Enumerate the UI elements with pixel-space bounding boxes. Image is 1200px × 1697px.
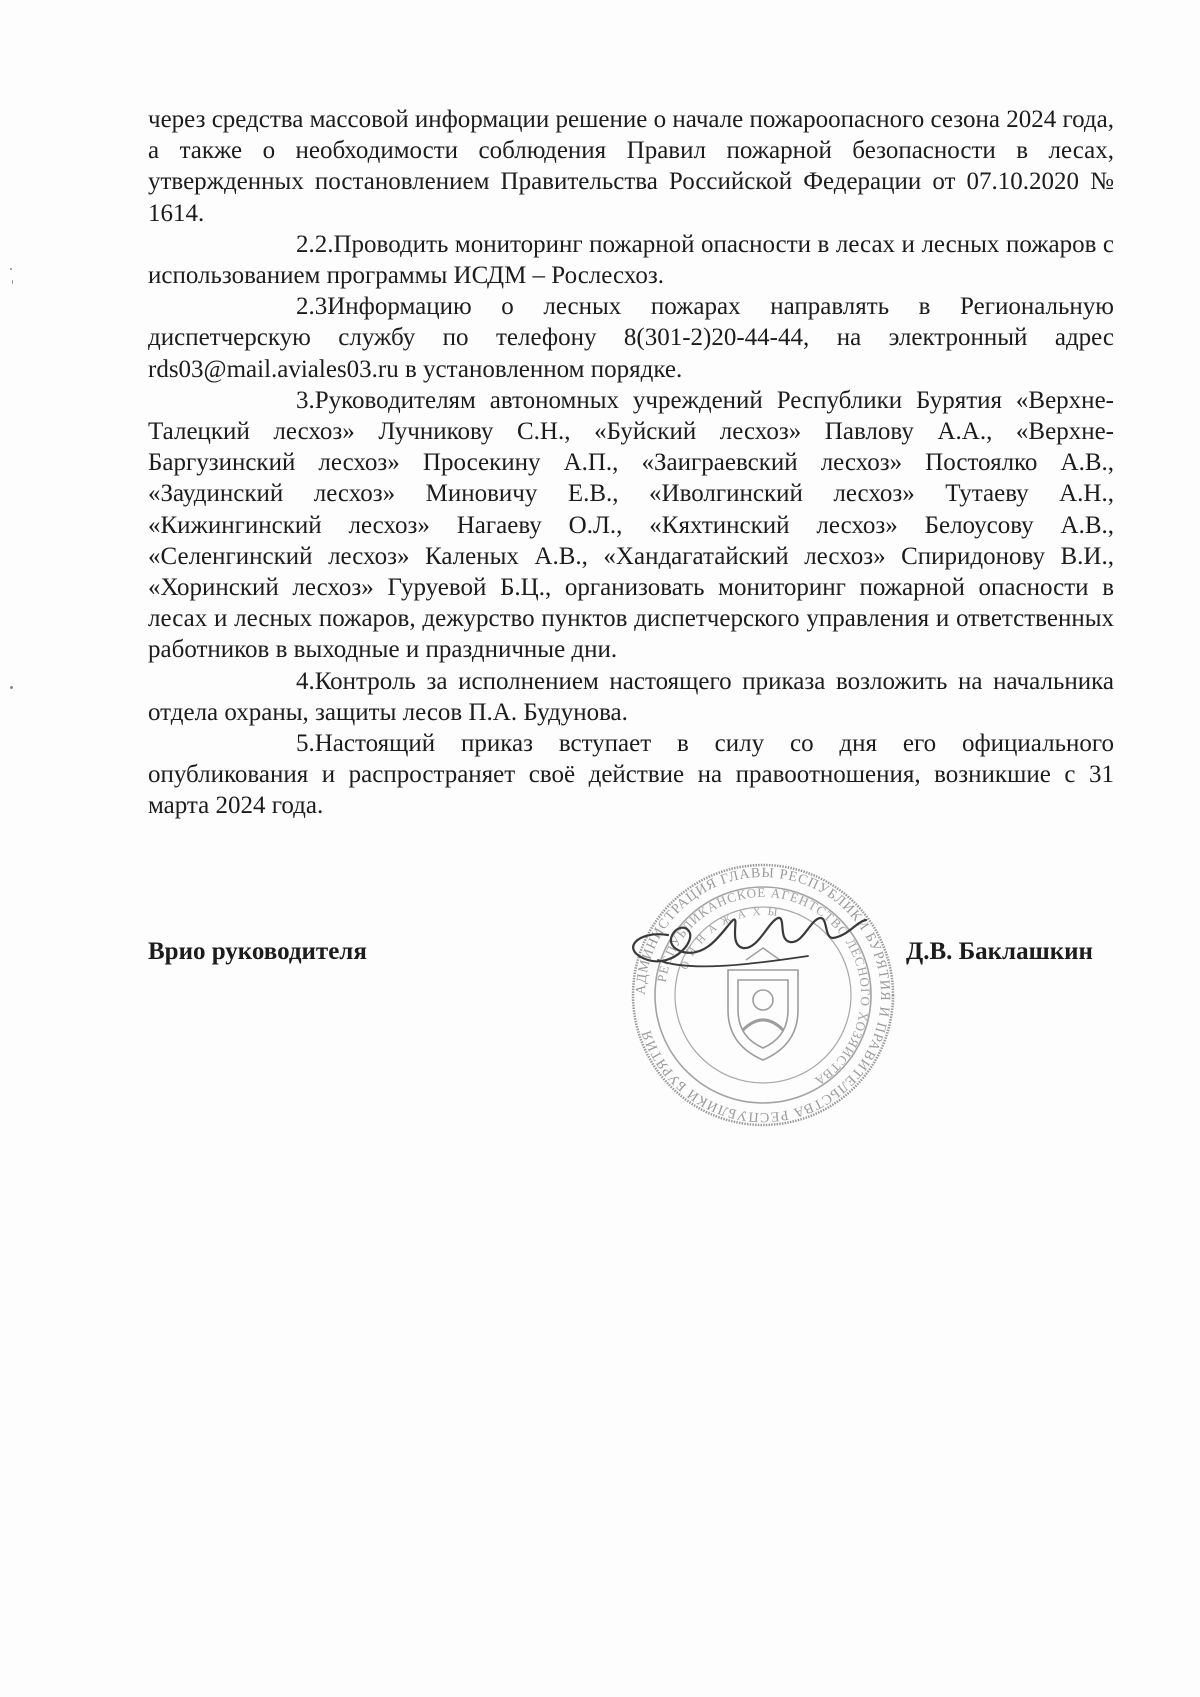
official-seal — [628, 860, 898, 1130]
paragraph-3 — [148, 385, 1114, 666]
paragraph-5 — [148, 728, 1114, 822]
scan-speck — [10, 686, 13, 689]
paragraph-continuation — [148, 104, 1114, 229]
seal-outer-textpath: АДМИНИСТРАЦИЯ ГЛАВЫ РЕСПУБЛИКИ БУРЯТИЯ И ПРАВИТЕЛЬСТВА РЕСПУБЛИКИ БУРЯТИЯ — [633, 865, 893, 1125]
signer-name: Д.В. Баклашкин — [906, 938, 1093, 965]
signer-position: Врио руководителя — [148, 938, 367, 965]
paragraph-text: Контроль за исполнением настоящего приказа возложить на начальника отдела охраны, защиты лесов П.А. Будунова. — [148, 667, 1114, 726]
scan-speck — [10, 268, 12, 270]
paragraph-2-2 — [148, 229, 1114, 291]
signature-underline — [658, 956, 808, 966]
paragraph-number: 2.3 — [296, 293, 328, 321]
seal-inner-textpath: РЕСПУБЛИКАНСКОЕ АГЕНТСТВО ЛЕСНОГО ХОЗЯЙСТВА — [653, 884, 874, 1090]
document-body — [148, 104, 1114, 822]
paragraph-text: Проводить мониторинг пожарной опасности в лесах и лесных пожаров с использованием программы ИСДМ – Рослесхоз. — [148, 230, 1114, 290]
paragraph-number: 3. — [296, 386, 315, 414]
scan-speck — [12, 280, 13, 284]
paragraph-number: 5. — [296, 730, 315, 758]
paragraph-text: через средства массовой информации решение о начале пожароопасного сезона 2024 года, а также о необходимости соблюдения Правил пожарной безопасности в лесах, утвержденных постановлением Правительства Российской Федерации от 07.10.2020 № 1614. — [148, 106, 1114, 227]
paragraph-number: 2.2. — [296, 230, 334, 258]
paragraph-number: 4. — [296, 667, 315, 695]
paragraph-4 — [148, 666, 1114, 728]
seal-mid-textpath: О Й Н А Ж А Х Ы — [678, 905, 781, 972]
paragraph-2-3 — [148, 291, 1114, 385]
seal-outer-text — [634, 866, 892, 1124]
paragraph-text: Руководителям автономных учреждений Республики Бурятия «Верхне-Талецкий лесхоз» Лучникову С.Н., «Буйский лесхоз» Павлову А.А., «Верхне-Баргузинский лесхоз» Просекину А.П., «Заиграевский лесхоз» Постоялко А.В., «Заудинский лесхоз» Миновичу Е.В., «Иволгинский лесхоз» Тутаеву А.Н., «Кижингинский лесхоз» Нагаеву О.Л., «Кяхтинский лесхоз» Белоусову А.В., «Селенгинский лесхоз» Каленых А.В., «Хандагатайский лесхоз» Спиридонову В.И., «Хоринский лесхоз» Гуруевой Б.Ц., организовать мониторинг пожарной опасности в лесах и лесных пожаров, дежурство пунктов диспетчерского управления и ответственных работников в выходные и праздничные дни. — [148, 386, 1114, 664]
paragraph-text: Информацию о лесных пожарах направлять в Региональную диспетчерскую службу по телефону 8(301-2)20-44-44, на электронный адрес rds03@mail.aviales03.ru в установленном порядке. — [148, 293, 1114, 383]
paragraph-text: Настоящий приказ вступает в силу со дня его официального опубликования и распространяет своё действие на правоотношения, возникшие с 31 марта 2024 года. — [148, 730, 1114, 820]
